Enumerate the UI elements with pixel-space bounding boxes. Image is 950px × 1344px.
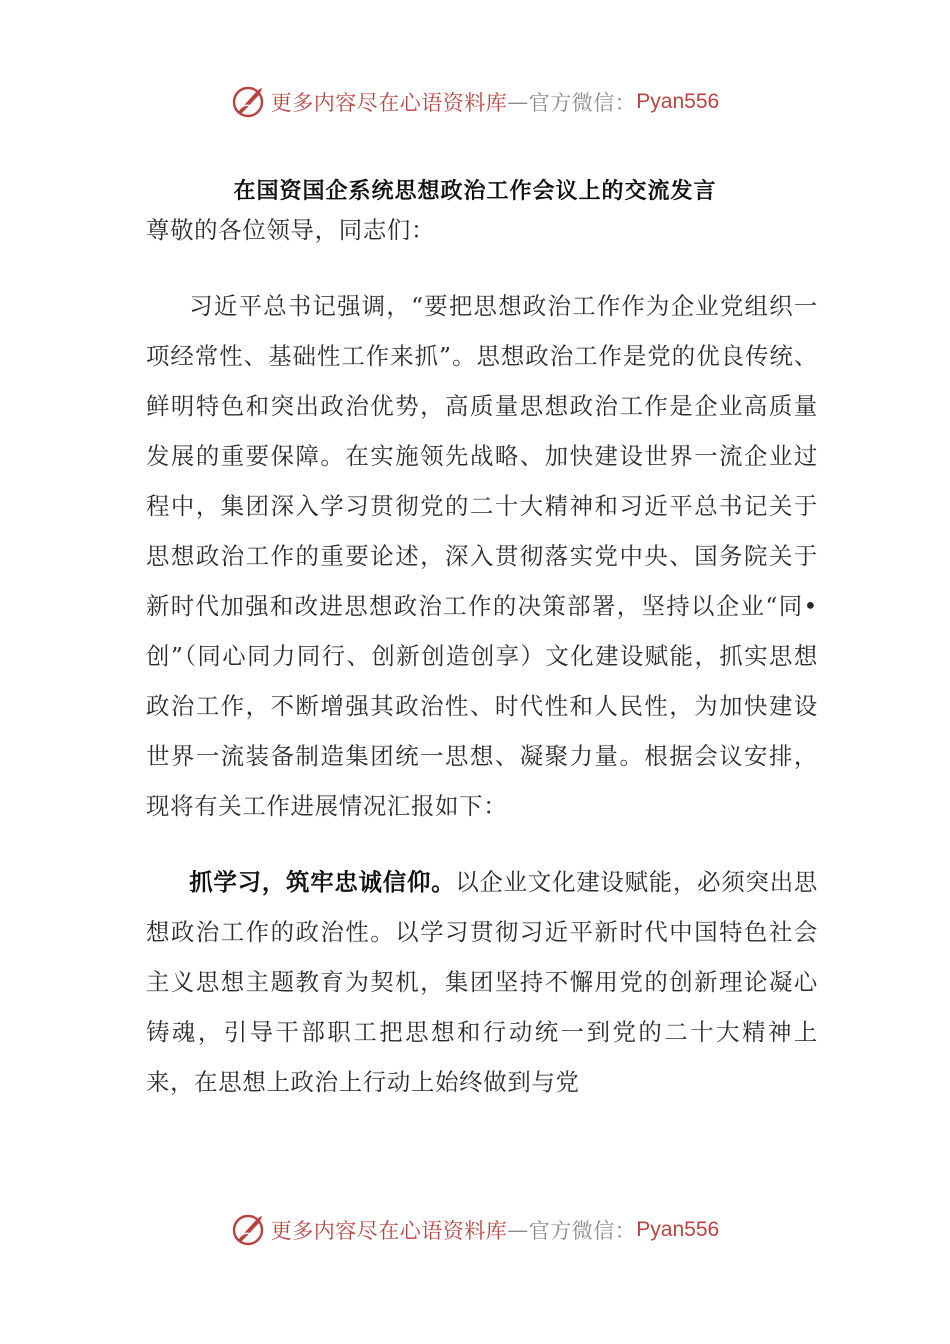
quill-pen-logo-icon: [231, 1213, 265, 1247]
paragraph-intro: 习近平总书记强调，“要把思想政治工作作为企业党组织一项经常性、基础性工作来抓”。思想政治工作是党的优良传统、鲜明特色和突出政治优势，高质量思想政治工作是企业高质量发展的重要保障。在实施领先战略、加快建设世界一流企业过程中，集团深入学习贯彻党的二十大精神和习近平总书记关于思想政治工作的重要论述，深入贯彻落实党中央、国务院关于新时代加强和改进思想政治工作的决策部署，坚持以企业“同•创”（同心同力同行、创新创造创享）文化建设赋能，抓实思想政治工作，不断增强其政治性、时代性和人民性，为加快建设世界一流装备制造集团统一思想、凝聚力量。根据会议安排，现将有关工作进展情况汇报如下：: [146, 292, 818, 820]
banner-wechat-label: 官方微信：: [528, 91, 637, 115]
paragraph-study: [146, 857, 818, 1107]
paragraph-lead-heading: 抓学习，筑牢忠诚信仰。: [189, 868, 456, 896]
document-body: [146, 205, 818, 1107]
document-title: 在国资国企系统思想政治工作会议上的交流发言: [233, 179, 717, 204]
banner-wechat-id: Pyan556: [636, 1218, 720, 1241]
banner-slogan: 更多内容尽在心语资料库: [270, 1219, 508, 1243]
banner-slogan: 更多内容尽在心语资料库: [270, 91, 508, 115]
paragraph-study-text: 以企业文化建设赋能，必须突出思想政治工作的政治性。以学习贯彻习近平新时代中国特色社会主义思想主题教育为契机，集团坚持不懈用党的创新理论凝心铸魂，引导干部职工把思想和行动统一到党的二十大精神上来，在思想上政治上行动上始终做到与党: [146, 868, 819, 1096]
quill-pen-logo-icon: [231, 85, 265, 119]
banner-dash: —: [507, 1218, 529, 1242]
footer-watermark-banner: [0, 1208, 950, 1252]
banner-dash: —: [507, 90, 529, 114]
banner-wechat-label: 官方微信：: [528, 1219, 637, 1243]
salutation: 尊敬的各位领导，同志们：: [146, 216, 436, 244]
banner-wechat-id: Pyan556: [636, 90, 720, 113]
header-watermark-banner: [0, 80, 950, 124]
